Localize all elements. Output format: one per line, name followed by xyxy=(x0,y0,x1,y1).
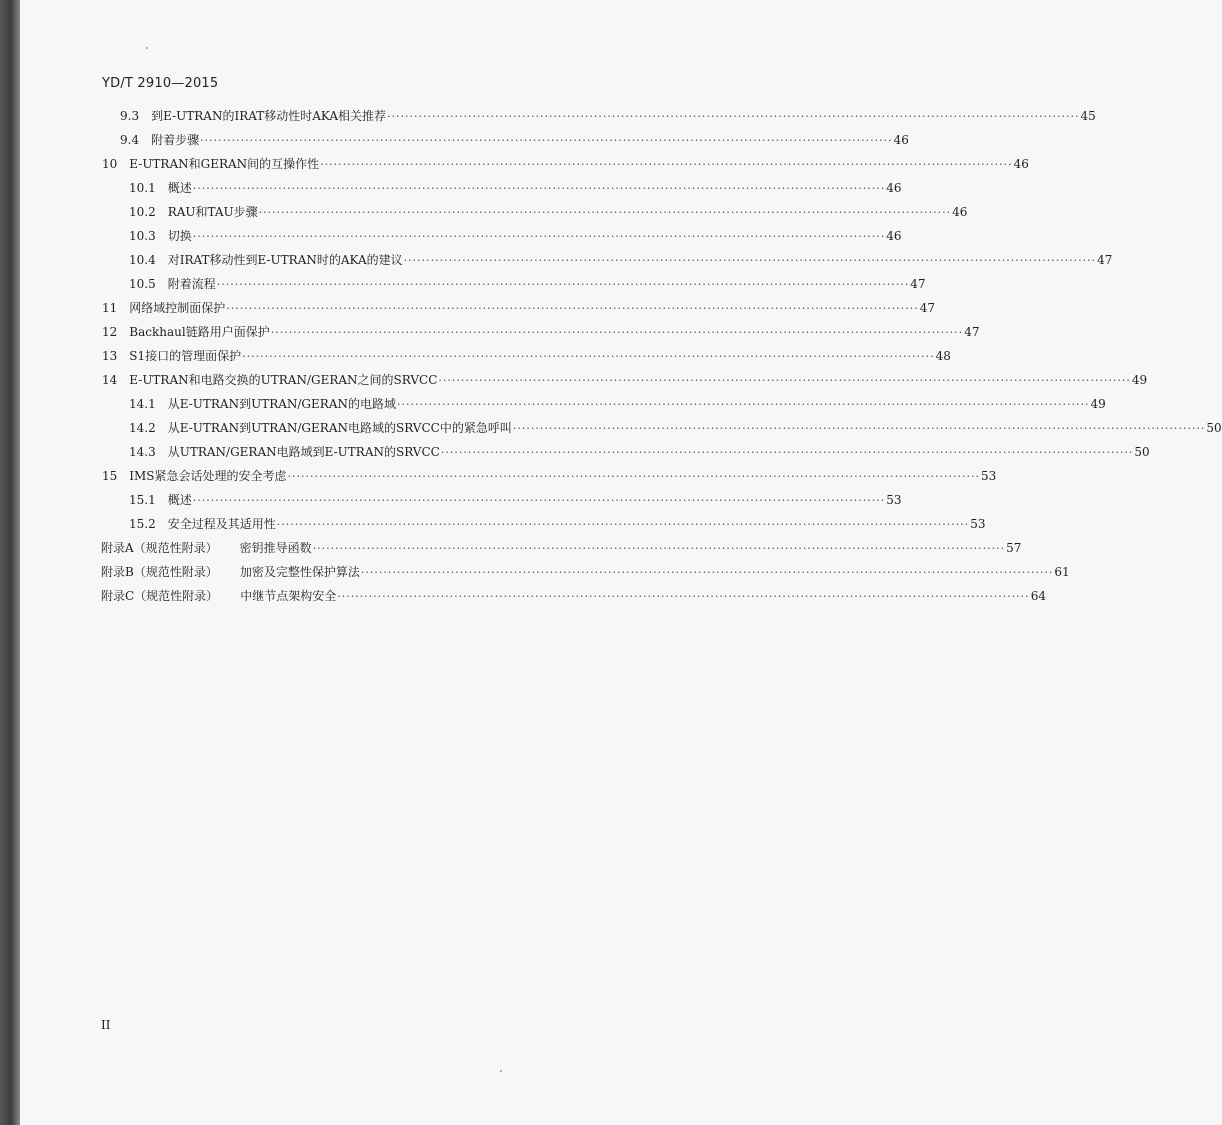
toc-entry-14-2[interactable] xyxy=(129,418,1222,438)
toc-entry-number: 15.1 xyxy=(129,493,156,507)
toc-entry-title: 安全过程及其适用性 xyxy=(167,517,276,531)
toc-leader-dots: ·························································································································································· xyxy=(270,326,964,339)
toc-entry-title: 网络域控制面保护 xyxy=(129,301,226,315)
toc-entry-number: 14 xyxy=(102,373,118,387)
toc-entry-title: 中继节点架构安全 xyxy=(240,589,337,603)
toc-entry-page: 45 xyxy=(1080,109,1096,123)
scan-binding-edge xyxy=(0,0,20,1125)
toc-entry-number: 13 xyxy=(102,349,118,363)
toc-entry-number: 10 xyxy=(102,157,118,171)
toc-entry-14-3[interactable] xyxy=(129,442,1150,462)
toc-entry-number: 10.4 xyxy=(129,253,156,267)
toc-leader-dots: ·························································································································································· xyxy=(192,182,886,195)
toc-entry-number: 附录C（规范性附录） xyxy=(101,589,219,603)
toc-entry-title: S1接口的管理面保护 xyxy=(129,349,242,363)
toc-entry-page: 47 xyxy=(910,277,926,291)
toc-leader-dots: ·························································································································································· xyxy=(192,230,886,243)
toc-entry-14-1[interactable] xyxy=(129,394,1106,414)
toc-entry-number: 10.2 xyxy=(129,205,156,219)
toc-leader-dots: ·························································································································································· xyxy=(337,590,1030,603)
toc-entry-title: Backhaul链路用户面保护 xyxy=(129,325,270,339)
toc-entry-page: 53 xyxy=(886,493,902,507)
toc-entry-number: 9.4 xyxy=(120,133,140,147)
toc-entry-title: 从UTRAN/GERAN电路域到E-UTRAN的SRVCC xyxy=(167,445,440,459)
toc-entry-title: 附着步骤 xyxy=(151,133,200,147)
toc-entry-title: 到E-UTRAN的IRAT移动性时AKA相关推荐 xyxy=(151,109,387,123)
toc-entry-number: 15.2 xyxy=(129,517,156,531)
toc-entry-page: 46 xyxy=(893,133,909,147)
toc-entry-10[interactable] xyxy=(102,154,1029,174)
toc-entry-page: 47 xyxy=(964,325,980,339)
toc-leader-dots: ·························································································································································· xyxy=(440,446,1134,459)
toc-entry-title: 附着流程 xyxy=(167,277,216,291)
toc-entry-title: 加密及完整性保护算法 xyxy=(239,565,360,579)
toc-entry-appendix-a[interactable] xyxy=(101,538,1022,558)
toc-entry-number: 10.3 xyxy=(129,229,156,243)
scan-speck xyxy=(500,1070,502,1072)
toc-entry-title: 概述 xyxy=(167,493,192,507)
toc-entry-page: 48 xyxy=(935,349,951,363)
toc-entry-page: 61 xyxy=(1054,565,1070,579)
toc-leader-dots: ·························································································································································· xyxy=(320,158,1013,171)
toc-entry-10-2[interactable] xyxy=(129,202,968,222)
toc-entry-9-3[interactable] xyxy=(120,106,1096,126)
toc-entry-number: 14.2 xyxy=(129,421,156,435)
toc-entry-number: 11 xyxy=(102,301,118,315)
toc-entry-page: 64 xyxy=(1030,589,1046,603)
toc-entry-number: 14.1 xyxy=(129,397,156,411)
toc-leader-dots: ·························································································································································· xyxy=(226,302,919,315)
toc-entry-title: 从E-UTRAN到UTRAN/GERAN的电路域 xyxy=(167,397,396,411)
toc-entry-title: E-UTRAN和GERAN间的互操作性 xyxy=(129,157,320,171)
toc-entry-title: IMS紧急会话处理的安全考虑 xyxy=(129,469,287,483)
toc-entry-number: 9.3 xyxy=(120,109,140,123)
toc-leader-dots: ·························································································································································· xyxy=(438,374,1131,387)
toc-entry-page: 50 xyxy=(1134,445,1150,459)
toc-leader-dots: ·························································································································································· xyxy=(258,206,952,219)
toc-entry-appendix-c[interactable] xyxy=(101,586,1046,606)
toc-entry-title: RAU和TAU步骤 xyxy=(167,205,258,219)
toc-entry-page: 49 xyxy=(1131,373,1148,387)
toc-entry-page: 46 xyxy=(886,229,902,243)
toc-entry-15-1[interactable] xyxy=(129,490,902,510)
toc-entry-page: 53 xyxy=(970,517,986,531)
toc-entry-title: 对IRAT移动性到E-UTRAN时的AKA的建议 xyxy=(167,253,403,267)
toc-entry-page: 53 xyxy=(981,469,997,483)
toc-entry-number: 14.3 xyxy=(129,445,156,459)
toc-leader-dots: ·························································································································································· xyxy=(387,110,1080,123)
toc-entry-10-4[interactable] xyxy=(129,250,1113,270)
toc-entry-page: 46 xyxy=(1013,157,1029,171)
toc-entry-title: 切换 xyxy=(167,229,192,243)
toc-entry-page: 47 xyxy=(1097,253,1113,267)
toc-leader-dots: ·························································································································································· xyxy=(403,254,1097,267)
toc-entry-10-3[interactable] xyxy=(129,226,902,246)
toc-leader-dots: ·························································································································································· xyxy=(396,398,1090,411)
toc-entry-number: 附录B（规范性附录） xyxy=(101,565,218,579)
toc-entry-number: 附录A（规范性附录） xyxy=(101,541,218,555)
toc-entry-page: 47 xyxy=(919,301,936,315)
toc-entry-page: 46 xyxy=(952,205,968,219)
toc-entry-9-4[interactable] xyxy=(120,130,909,150)
toc-entry-title: 从E-UTRAN到UTRAN/GERAN电路域的SRVCC中的紧急呼叫 xyxy=(167,421,512,435)
toc-entry-11[interactable] xyxy=(102,298,936,318)
toc-entry-15[interactable] xyxy=(102,466,997,486)
toc-leader-dots: ·························································································································································· xyxy=(360,566,1054,579)
toc-leader-dots: ·························································································································································· xyxy=(200,134,893,147)
toc-entry-number: 15 xyxy=(102,469,118,483)
toc-entry-page: 57 xyxy=(1006,541,1022,555)
toc-entry-13[interactable] xyxy=(102,346,951,366)
toc-entry-14[interactable] xyxy=(102,370,1148,390)
page-number-footer: II xyxy=(101,1018,111,1032)
toc-entry-12[interactable] xyxy=(102,322,980,342)
toc-entry-title: E-UTRAN和电路交换的UTRAN/GERAN之间的SRVCC xyxy=(129,373,438,387)
toc-entry-10-5[interactable] xyxy=(129,274,926,294)
document-id-header: YD/T 2910—2015 xyxy=(102,76,219,91)
toc-leader-dots: ·························································································································································· xyxy=(242,350,935,363)
toc-leader-dots: ·························································································································································· xyxy=(276,518,970,531)
toc-leader-dots: ·························································································································································· xyxy=(216,278,910,291)
toc-entry-page: 50 xyxy=(1206,421,1222,435)
toc-leader-dots: ·························································································································································· xyxy=(192,494,886,507)
toc-entry-page: 46 xyxy=(886,181,902,195)
toc-leader-dots: ·························································································································································· xyxy=(312,542,1006,555)
toc-entry-page: 49 xyxy=(1090,397,1106,411)
toc-entry-15-2[interactable] xyxy=(129,514,986,534)
toc-entry-number: 12 xyxy=(102,325,118,339)
toc-entry-number: 10.1 xyxy=(129,181,156,195)
toc-entry-number: 10.5 xyxy=(129,277,156,291)
toc-leader-dots: ·························································································································································· xyxy=(287,470,981,483)
toc-entry-title: 概述 xyxy=(167,181,192,195)
toc-entry-title: 密钥推导函数 xyxy=(239,541,312,555)
toc-leader-dots: ·························································································································································· xyxy=(512,422,1206,435)
toc-entry-10-1[interactable] xyxy=(129,178,902,198)
scan-speck xyxy=(146,47,148,49)
toc-entry-appendix-b[interactable] xyxy=(101,562,1070,582)
